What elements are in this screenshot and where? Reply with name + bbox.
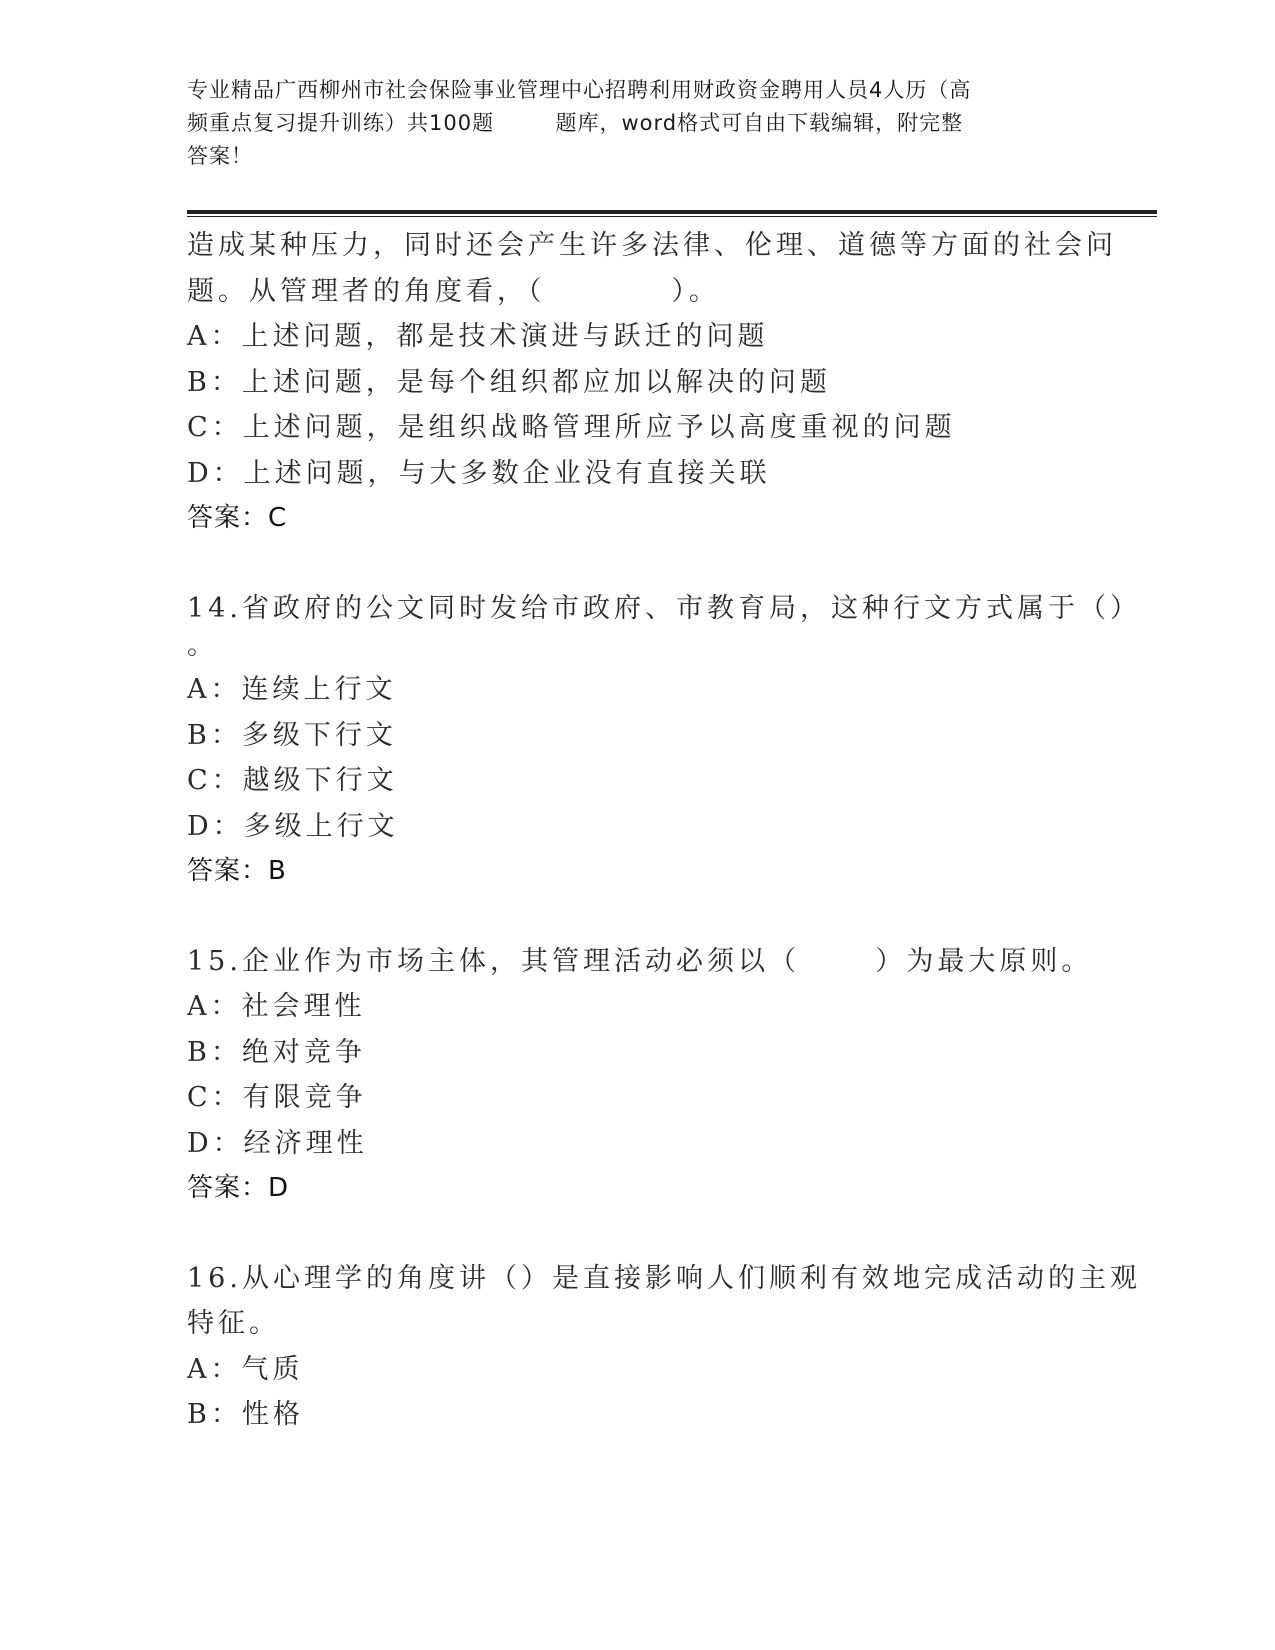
answer-line: 答案：D [187,1173,290,1203]
option-b: B：多级下行文 [187,719,397,751]
header-title-line-1: 专业精品广西柳州市社会保险事业管理中心招聘利用财政资金聘用人员4人历（高 [187,78,972,102]
option-c: C：越级下行文 [187,765,398,796]
question-14 [187,586,1141,895]
question-content [187,223,1141,1438]
option-b: B：上述问题，是每个组织都应加以解决的问题 [187,366,831,398]
option-b: B：绝对竞争 [187,1036,366,1068]
header-rule-thin [187,216,1157,217]
question-text-line: 14.省政府的公文同时发给市政府、市教育局，这种行文方式属于（） [187,592,1141,624]
question-text-line: 15.企业作为市场主体，其管理活动必须以（ ）为最大原则。 [187,945,1093,977]
question-text-line: 造成某种压力，同时还会产生许多法律、伦理、道德等方面的社会问 [187,230,1117,261]
document-header [187,74,1087,173]
option-d: D：上述问题，与大多数企业没有直接关联 [187,457,771,489]
header-rule-thick [187,210,1157,214]
question-text-line: 特征。 [187,1308,280,1339]
option-c: C：有限竞争 [187,1082,367,1113]
question-text-line: 16.从心理学的角度讲（）是直接影响人们顺利有效地完成活动的主观 [187,1262,1141,1294]
option-a: A：气质 [187,1353,304,1385]
question-text-line: 。 [187,630,218,661]
option-b: B：性格 [187,1399,304,1430]
question-text-line: 题。从管理者的角度看，（ ）。 [187,275,720,307]
question-15 [187,939,1093,1212]
answer-line: 答案：C [187,503,288,533]
option-d: D：多级上行文 [187,810,399,842]
option-c: C：上述问题，是组织战略管理所应予以高度重视的问题 [187,412,956,443]
option-a: A：上述问题，都是技术演进与跃迁的问题 [187,321,769,352]
option-a: A：社会理性 [187,991,366,1022]
answer-line: 答案：B [187,856,287,886]
option-d: D：经济理性 [187,1127,368,1159]
option-a: A：连续上行文 [187,674,397,705]
header-title-line-2: 频重点复习提升训练）共100题 题库，word格式可自由下载编辑，附完整 [187,111,964,135]
question-16 [187,1256,1141,1438]
question-continued [187,223,1117,542]
header-title-line-3: 答案！ [187,144,253,168]
